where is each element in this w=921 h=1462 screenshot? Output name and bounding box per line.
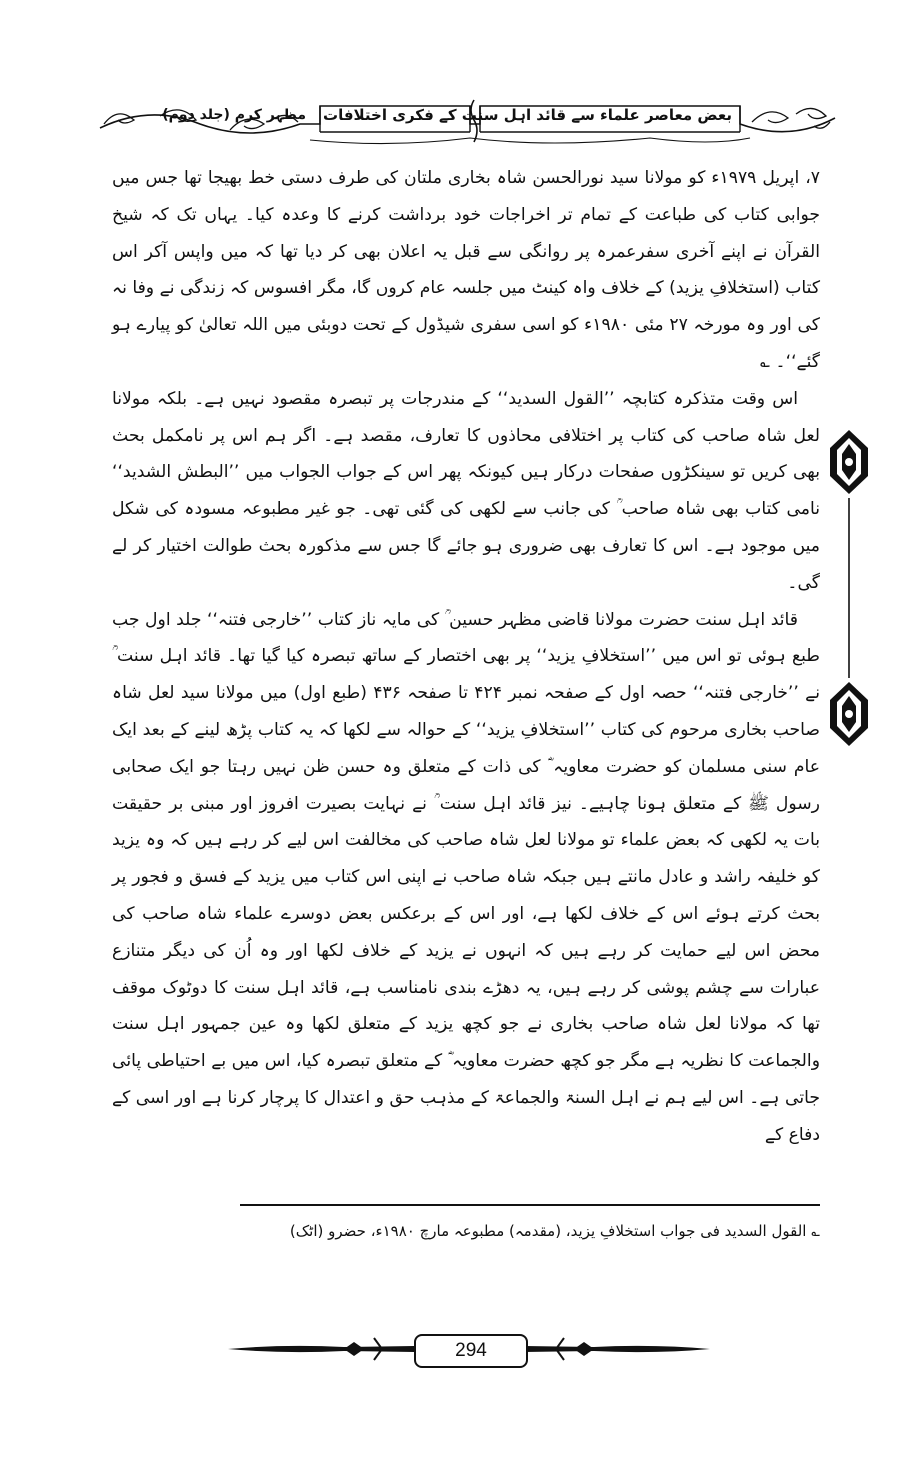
body-text [112, 160, 820, 1154]
book-title: مظہر کرم (جلد دوم) [162, 107, 306, 123]
page-header [90, 94, 845, 148]
top-medallion-icon [830, 430, 868, 494]
paragraph-1: ۷، اپریل ۱۹۷۹ء کو مولانا سید نورالحسن شاہ بخاری ملتان کی طرف دستی خط بھیجا تھا جس میں جوابی کتاب کی طباعت کے تمام تر اخراجات خود برداشت کرنے کا وعدہ کیا۔ یہاں تک کہ شیخ القرآن نے اپنے آخری سفرعمرہ پر روانگی سے قبل یہ اعلان بھی کر دیا تھا کہ میں واپس آکر اس کتاب (استخلافِ یزید) کے خلاف واہ کینٹ میں جلسہ عام کروں گا، مگر افسوس کہ زندگی نے وفا نہ کی اور وہ مورخہ ۲۷ مئی ۱۹۸۰ء کو اسی سفری شیڈول کے تحت دوبئی میں اللہ تعالیٰ کو پیارے ہو گئے‘‘۔ ؎ [112, 168, 820, 372]
paragraph-2: اس وقت متذکرہ کتابچہ ’’القول السدید‘‘ کے مندرجات پر تبصرہ مقصود نہیں ہے۔ بلکہ مولانا لعل شاہ صاحب کی کتاب پر اختلافی محاذوں کا تعارف، مقصد ہے۔ اگر ہم اس پر نامکمل بحث بھی کریں تو سینکڑوں صفحات درکار ہیں کیونکہ پھر اس کے جواب الجواب میں ’’البطش الشدید‘‘ نامی کتاب بھی شاہ صاحب ؒ کی جانب سے لکھی کی گئی تھی۔ جو غیر مطبوعہ مسودہ کی شکل میں موجود ہے۔ اس کا تعارف بھی ضروری ہو جائے گا جس سے مذکورہ بحث طوالت اختیار کر لے گی۔ [112, 388, 820, 593]
footnote-divider [240, 1204, 820, 1206]
running-title: بعض معاصر علماء سے قائد اہل سنت کے فکری اختلافات [323, 106, 732, 124]
footnote: ؎ القول السدید فی جواب استخلافِ یزید، (مقدمہ) مطبوعہ مارچ ۱۹۸۰ء، حضرو (اٹک) [289, 1222, 820, 1240]
side-ornament [826, 428, 872, 748]
page-footer [224, 1326, 714, 1372]
page-number: 294 [414, 1334, 528, 1368]
paragraph-3: قائد اہل سنت حضرت مولانا قاضی مظہر حسین ؒ کی مایہ ناز کتاب ’’خارجی فتنہ‘‘ جلد اول جب طبع ہوئی تو اس میں ’’استخلافِ یزید‘‘ پر بھی اختصار کے ساتھ تبصرہ کیا گیا تھا۔ قائد اہل سنت ؒ نے ’’خارجی فتنہ‘‘ حصہ اول کے صفحہ نمبر ۴۲۴ تا صفحہ ۴۳۶ (طبع اول) میں مولانا سید لعل شاہ صاحب بخاری مرحوم کی کتاب ’’استخلافِ یزید‘‘ کے حوالہ سے لکھا کہ یہ کتاب پڑھ لینے کے بعد ایک عام سنی مسلمان کو حضرت معاویہ ؓ کی ذات کے متعلق وہ حسن ظن نہیں رہتا جو ایک صحابی رسول ﷺ کے متعلق ہونا چاہیے۔ نیز قائد اہل سنت ؒ نے نہایت بصیرت افروز اور مبنی بر حقیقت بات یہ لکھی کہ بعض علماء تو مولانا لعل شاہ صاحب کی مخالفت اس لیے کر رہے ہیں کہ وہ یزید کو خلیفہ راشد و عادل مانتے ہیں جبکہ شاہ صاحب نے اپنی اس کتاب میں یزید کے فسق و فجور پر بحث کرتے ہوئے اس کے خلاف لکھا ہے، اور اس کے برعکس بعض دوسرے علماء شاہ صاحب کی محض اس لیے حمایت کر رہے ہیں کہ انہوں نے یزید کے خلاف لکھا اور وہ اُن کی دیگر متنازع عبارات سے چشم پوشی کر رہے ہیں، یہ دھڑے بندی نامناسب ہے، قائد اہل سنت کا دوٹوک موقف تھا کہ مولانا لعل شاہ صاحب بخاری نے جو کچھ یزید کے متعلق لکھا وہ عین جمہور اہل سنت والجماعت کا نظریہ ہے مگر جو کچھ حضرت معاویہ ؓ کے متعلق تبصرہ کیا، اس میں بے احتیاطی پائی جاتی ہے۔ اس لیے ہم نے اہل السنۃ والجماعۃ کے مذہب حق و اعتدال کا پرچار کرنا ہے اور اسی کے دفاع کے [112, 609, 821, 1145]
bottom-medallion-icon [830, 682, 868, 746]
